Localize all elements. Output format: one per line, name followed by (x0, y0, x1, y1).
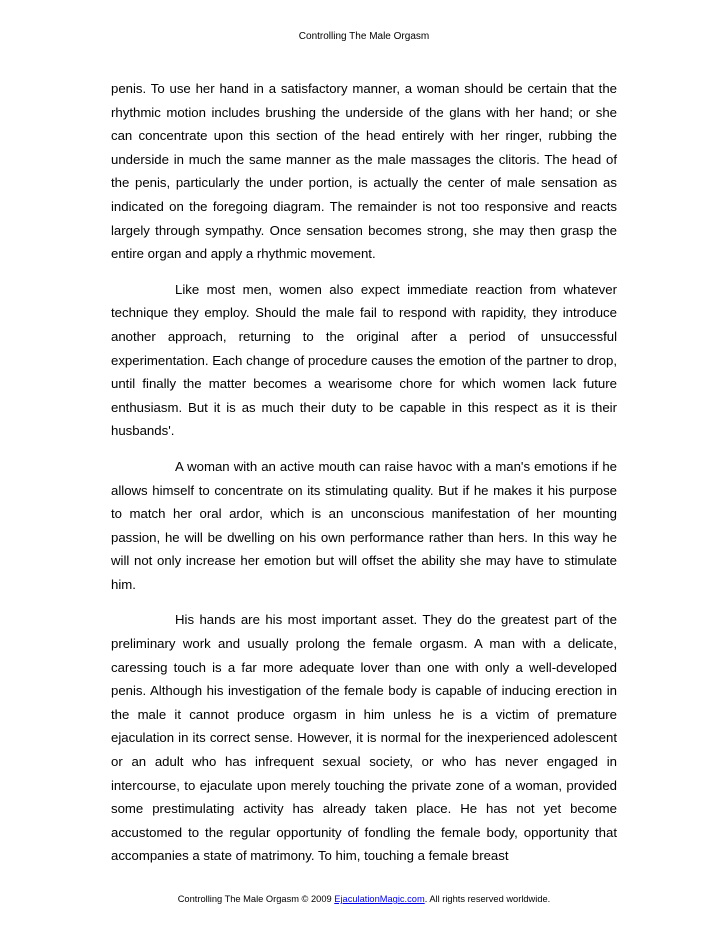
running-header: Controlling The Male Orgasm (298, 31, 430, 42)
running-footer (0, 893, 728, 905)
paragraph-1: penis. To use her hand in a satisfactory manner, a woman should be certain that the rhythmic motion includes brushing the underside of the glans with her hand; or she can concentrate upon this section of the head entirely with her ringer, rubbing the underside in much the same manner as the male massages the clitoris. The head of the penis, particularly the under portion, is actually the center of male sensation as indicated on the foregoing diagram. The remainder is not too responsive and reacts largely through sympathy. Once sensation becomes strong, she may then grasp the entire organ and apply a rhythmic movement. (111, 81, 617, 262)
footer-website-link[interactable]: EjaculationMagic.com (334, 894, 425, 904)
paragraph-2: Like most men, women also expect immediate reaction from whatever technique they employ. Should the male fail to respond with rapidity, they introduce another approach, returning to the original after a period of unsuccessful experimentation. Each change of procedure causes the emotion of the partner to drop, until finally the matter becomes a wearisome chore for which women lack future enthusiasm. But it is as much their duty to be capable in this respect as it is their husbands'. (111, 281, 617, 439)
paragraph-3: A woman with an active mouth can raise havoc with a man's emotions if he allows himself to concentrate on its stimulating quality. But if he makes it his purpose to match her oral ardor, which is an unconscious manifestation of her mounting passion, he will be dwelling on his own performance rather than hers. In this way he will not only increase her emotion but will offset the ability she may have to stimulate him. (111, 458, 617, 592)
paragraph-4: His hands are his most important asset. They do the greatest part of the preliminary work and usually prolong the female orgasm. A man with a delicate, caressing touch is a far more adequate lover than one with only a well-developed penis. Although his investigation of the female body is capable of inducing erection in the male it cannot produce orgasm in him unless he is a victim of premature ejaculation in its correct sense. However, it is normal for the inexperienced adolescent or an adult who has infrequent sexual society, or who has never engaged in intercourse, to ejaculate upon merely touching the private zone of a woman, provided some prestimulating activity has already taken place. He has not yet become accustomed to the regular opportunity of fondling the female body, opportunity that accompanies a state of matrimony. To him, touching a female breast (111, 612, 617, 864)
footer-rights-suffix: . All rights reserved worldwide. (424, 894, 551, 904)
body-text (111, 77, 617, 880)
footer-copyright-prefix: Controlling The Male Orgasm © 2009 (177, 894, 335, 904)
